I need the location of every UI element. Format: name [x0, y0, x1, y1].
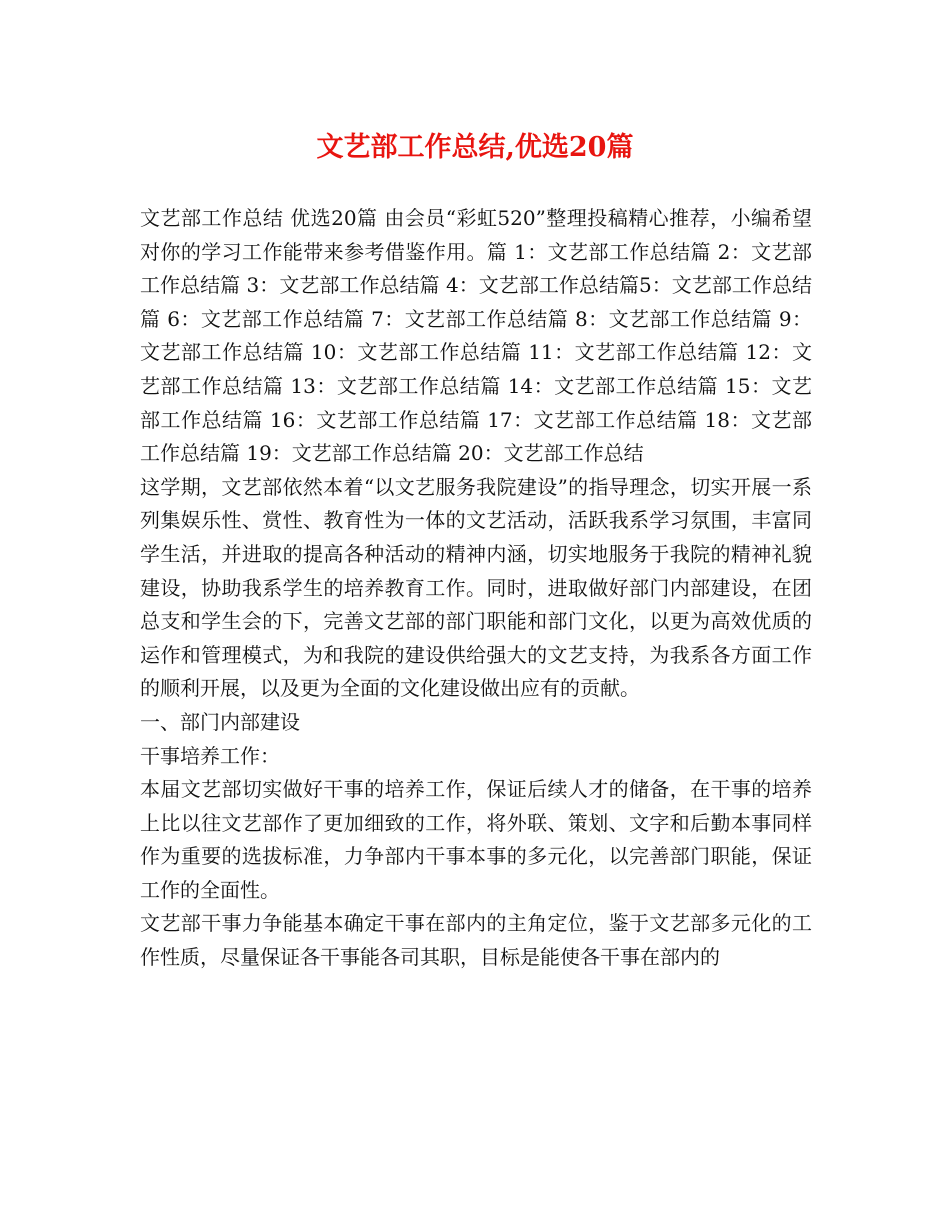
body-paragraph: 文艺部干事力争能基本确定干事在部内的主角定位，鉴于文艺部多元化的工作性质，尽量保证各干事能各司其职，目标是能使各干事在部内的: [140, 911, 812, 970]
section-heading: 一、部门内部建设: [140, 709, 300, 734]
document-title: 文艺部工作总结,优选20篇: [316, 132, 634, 163]
body-paragraph: 这学期，文艺部依然本着“以文艺服务我院建设”的指导理念，切实开展一系列集娱乐性、赏性、教育性为一体的文艺活动，活跃我系学习氛围，丰富同学生活，并进取的提高各种活动的精神内涵，切实地服务于我院的精神礼貌建设，协助我系学生的培养教育工作。同时，进取做好部门内部建设，在团总支和学生会的下，完善文艺部的部门职能和部门文化，以更为高效优质的运作和管理模式，为和我院的建设供给强大的文艺支持，为我系各方面工作的顺利开展，以及更为全面的文化建设做出应有的贡献。: [140, 474, 812, 701]
intro-paragraph: 文艺部工作总结 优选20篇 由会员“彩虹520”整理投稿精心推荐，小编希望对你的学习工作能带来参考借鉴作用。篇 1：文艺部工作总结篇 2：文艺部工作总结篇 3：文艺部工作总结篇 4：文艺部工作总结篇5：文艺部工作总结篇 6：文艺部工作总结篇 7：文艺部工作总结篇 8：文艺部工作总结篇 9：文艺部工作总结篇 10：文艺部工作总结篇 11：文艺部工作总结篇 12：文艺部工作总结篇 13：文艺部工作总结篇 14：文艺部工作总结篇 15：文艺部工作总结篇 16：文艺部工作总结篇 17：文艺部工作总结篇 18：文艺部工作总结篇 19：文艺部工作总结篇 20：文艺部工作总结: [140, 206, 812, 466]
subsection-heading: 干事培养工作：: [140, 743, 280, 768]
document-body: [140, 202, 812, 975]
body-paragraph: 本届文艺部切实做好干事的培养工作，保证后续人才的储备，在干事的培养上比以往文艺部作了更加细致的工作，将外联、策划、文字和后勤本事同样作为重要的选拔标准，力争部内干事本事的多元化，以完善部门职能，保证工作的全面性。: [140, 777, 812, 902]
